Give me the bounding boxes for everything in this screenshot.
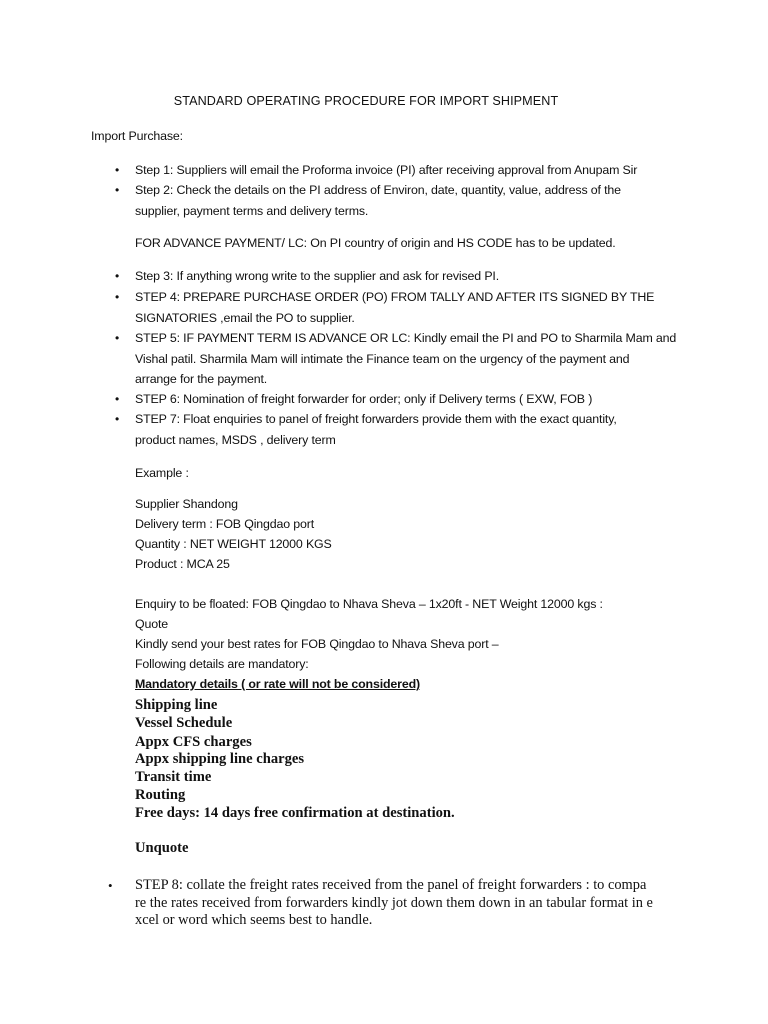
example-quantity: Quantity : NET WEIGHT 12000 KGS bbox=[135, 537, 332, 551]
mandatory-item: Routing bbox=[135, 787, 186, 803]
section-heading: Import Purchase: bbox=[91, 129, 183, 143]
step-line: supplier, payment terms and delivery terms. bbox=[135, 203, 369, 218]
step-line: product names, MSDS , delivery term bbox=[135, 432, 336, 447]
list-item-step-4 bbox=[115, 287, 655, 328]
step-line: STEP 4: PREPARE PURCHASE ORDER (PO) FROM TALLY AND AFTER ITS SIGNED BY THE bbox=[135, 290, 655, 304]
enquiry-line: Enquiry to be floated: FOB Qingdao to Nhava Sheva – 1x20ft - NET Weight 12000 kgs : bbox=[135, 597, 603, 611]
step-line: SIGNATORIES ,email the PO to supplier. bbox=[135, 310, 355, 325]
list-item-step-5 bbox=[115, 328, 677, 390]
step-line: Vishal patil. Sharmila Mam will intimate the Finance team on the urgency of the payment and bbox=[135, 351, 630, 366]
document-title: STANDARD OPERATING PROCEDURE FOR IMPORT SHIPMENT bbox=[173, 94, 559, 108]
list-item-step-7 bbox=[115, 409, 617, 450]
step-line: re the rates received from forwarders kindly jot down them down in an tabular format in e bbox=[135, 894, 653, 911]
bullet-icon: • bbox=[115, 163, 120, 177]
mandatory-item: Vessel Schedule bbox=[135, 715, 233, 731]
bullet-icon: • bbox=[115, 331, 120, 345]
mandatory-item: Shipping line bbox=[135, 697, 218, 713]
bullet-icon: • bbox=[108, 878, 113, 893]
list-item-step-8 bbox=[108, 877, 653, 930]
mandatory-heading: Mandatory details ( or rate will not be considered) bbox=[135, 677, 420, 691]
step-line: STEP 7: Float enquiries to panel of freight forwarders provide them with the exact quantity, bbox=[135, 412, 617, 426]
step-line: STEP 6: Nomination of freight forwarder for order; only if Delivery terms ( EXW, FOB ) bbox=[135, 392, 593, 406]
bullet-icon: • bbox=[115, 290, 120, 304]
advance-payment-note: FOR ADVANCE PAYMENT/ LC: On PI country of origin and HS CODE has to be updated. bbox=[135, 236, 616, 250]
list-item-step-1 bbox=[115, 160, 638, 181]
step-line: arrange for the payment. bbox=[135, 372, 268, 386]
unquote-label: Unquote bbox=[135, 840, 189, 856]
example-label: Example : bbox=[135, 466, 189, 480]
bullet-icon: • bbox=[115, 412, 120, 426]
list-item-step-6 bbox=[115, 389, 593, 410]
mandatory-item: Free days: 14 days free confirmation at destination. bbox=[135, 805, 455, 821]
step-line: Step 1: Suppliers will email the Proforma invoice (PI) after receiving approval from Anupam Sir bbox=[135, 163, 638, 177]
step-line: STEP 8: collate the freight rates received from the panel of freight forwarders : to compa bbox=[135, 877, 647, 893]
example-product: Product : MCA 25 bbox=[135, 557, 230, 571]
example-delivery-term: Delivery term : FOB Qingdao port bbox=[135, 517, 315, 531]
step-line: STEP 5: IF PAYMENT TERM IS ADVANCE OR LC: Kindly email the PI and PO to Sharmila Mam and bbox=[135, 331, 677, 345]
step-line: Step 3: If anything wrong write to the supplier and ask for revised PI. bbox=[135, 269, 500, 283]
enquiry-line: Kindly send your best rates for FOB Qingdao to Nhava Sheva port – bbox=[135, 637, 499, 651]
example-supplier: Supplier Shandong bbox=[135, 497, 238, 511]
quote-label: Quote bbox=[135, 617, 169, 631]
mandatory-item: Appx shipping line charges bbox=[135, 751, 305, 767]
list-item-step-3 bbox=[115, 266, 500, 287]
enquiry-line: Following details are mandatory: bbox=[135, 657, 309, 671]
list-item-step-2 bbox=[115, 180, 621, 221]
mandatory-item: Appx CFS charges bbox=[135, 734, 252, 750]
mandatory-item: Transit time bbox=[135, 769, 212, 785]
bullet-icon: • bbox=[115, 269, 120, 283]
step-line: Step 2: Check the details on the PI address of Environ, date, quantity, value, address of the bbox=[135, 183, 621, 197]
bullet-icon: • bbox=[115, 392, 120, 406]
step-line: xcel or word which seems best to handle. bbox=[135, 912, 373, 928]
bullet-icon: • bbox=[115, 183, 120, 197]
